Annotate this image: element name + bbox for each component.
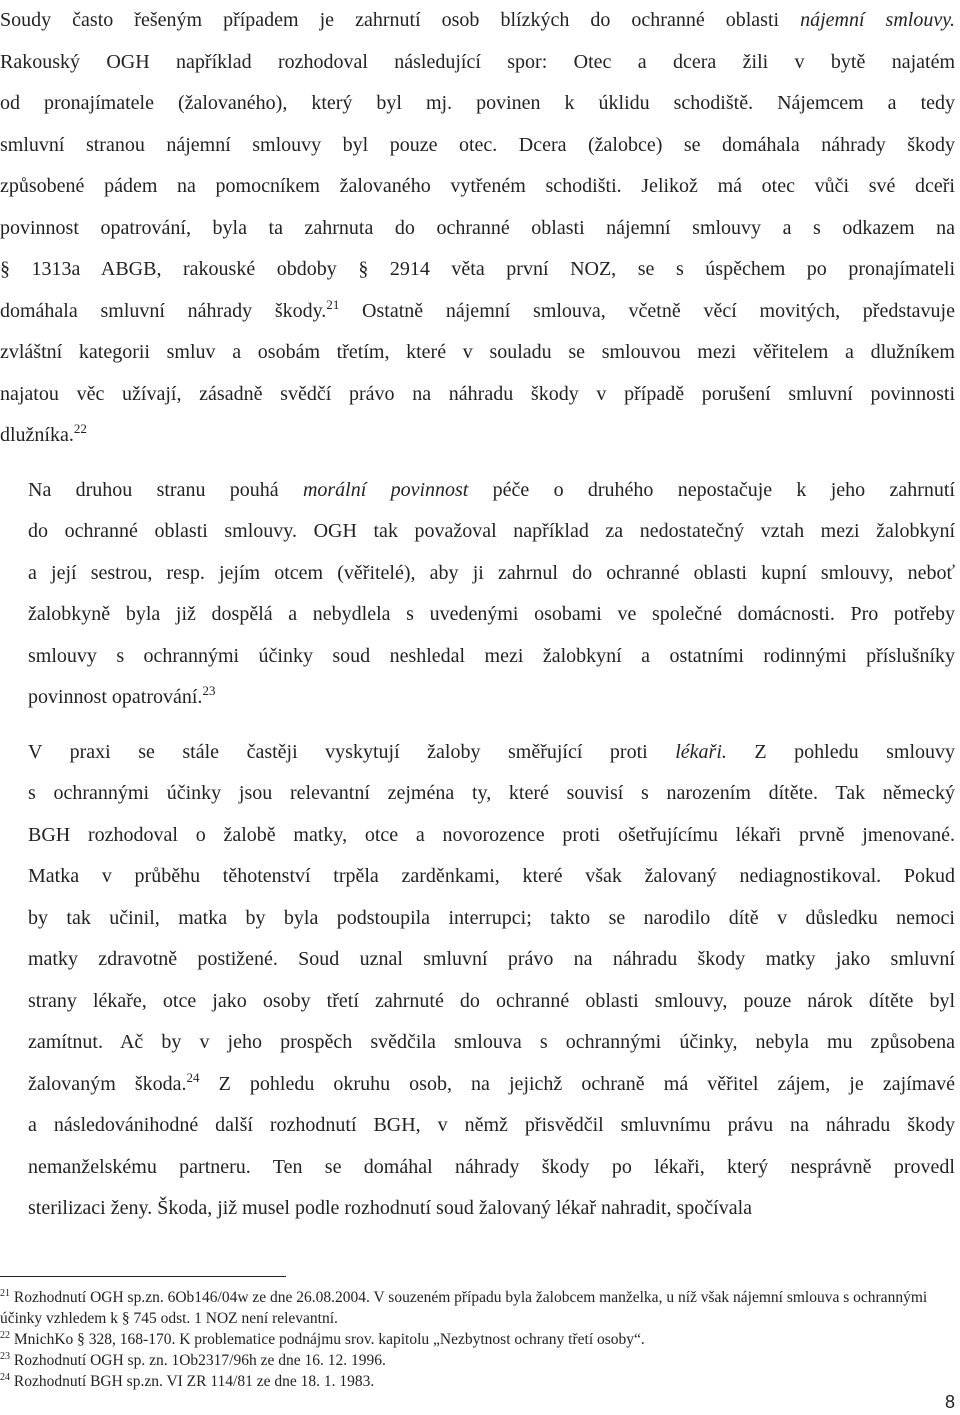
footnote-24: $^{24}$ Rozhodnutí BGH sp.zn. VI ZR 114/81 ze dne 18. 1. 1983. — [0, 1372, 375, 1390]
paragraph-physician — [0, 732, 955, 1230]
text-line: povinnost opatrování, byla ta zahrnuta do ochranné oblasti nájemní smlouvy a s odkazem na — [0, 216, 955, 239]
text-line: smlouvy s ochrannými účinky soud neshledal mezi žalobkyní a ostatními rodinnými příslušníky — [28, 644, 955, 667]
text-line: do ochranné oblasti smlouvy. OGH tak považoval například za nedostatečný vztah mezi žalobkyní — [28, 520, 955, 542]
text-line: s ochrannými účinky jsou relevantní zejména ty, které souvisí s narozením dítěte. Tak německý — [28, 782, 955, 804]
text-line: dlužníka.$^{22}$ — [0, 421, 87, 446]
text-line: žalobkyně byla již dospělá a nebydlela s uvedenými osobami ve společné domácnosti. Pro potřeby — [28, 603, 955, 625]
text-line: Matka v průběhu těhotenství trpěla zarděnkami, které však žalovaný nediagnostikoval. Pokud — [28, 865, 955, 887]
footnote-separator — [0, 1276, 286, 1277]
text-line: domáhala smluvní náhrady škody.$^{21}$ Ostatně nájemní smlouva, včetně věcí movitých, představuje — [0, 296, 955, 322]
footnote-23: $^{23}$ Rozhodnutí OGH sp. zn. 1Ob2317/96h ze dne 16. 12. 1996. — [0, 1351, 386, 1369]
footnote-ref[interactable]: 22 — [73, 421, 87, 436]
text-line: Soudy často řešeným případem je zahrnutí osob blízkých do ochranné oblasti nájemní smlouvy. — [0, 9, 955, 31]
text-line: a její sestrou, resp. jejím otcem (věřitelé), aby ji zahrnul do ochranné oblasti kupní smlouvy, neboť — [28, 561, 955, 584]
text-line: Na druhou stranu pouhá morální povinnost péče o druhého nepostačuje k jeho zahrnutí — [28, 478, 955, 501]
text-line: najatou věc užívají, zásadně svědčí právo na náhradu škody v případě porušení smluvní povinnosti — [0, 382, 955, 405]
text-line: smluvní stranou nájemní smlouvy byl pouze otec. Dcera (žalobce) se domáhala náhrady škody — [0, 133, 955, 156]
emphasis: lékaři. — [675, 740, 727, 763]
page-number: 8 — [944, 1392, 955, 1412]
footnote-ref[interactable]: 23 — [202, 683, 216, 698]
text-line: strany lékaře, otce jako osoby třetí zahrnuté do ochranné oblasti smlouvy, pouze nárok dítěte byl — [28, 989, 955, 1012]
footnotes — [0, 1287, 955, 1392]
text-line: povinnost opatrování.$^{23}$ — [28, 683, 216, 708]
text-line: žalovaným škoda.$^{24}$ Z pohledu okruhu osob, na jejichž ochraně má věřitel zájem, je zajímavé — [28, 1069, 956, 1095]
footnote-ref[interactable]: 24 — [186, 1069, 200, 1085]
emphasis: nájemní smlouvy. — [800, 9, 955, 31]
text-line: BGH rozhodoval o žalobě matky, otce a novorozence proti ošetřujícímu lékaři prvně jmenované. — [28, 823, 955, 846]
text-line: zamítnut. Ač by v jeho prospěch svědčila smlouva s ochrannými účinky, nebyla mu způsobena — [28, 1031, 955, 1053]
text-line: od pronajímatele (žalovaného), který byl mj. povinen k úklidu schodiště. Nájemcem a tedy — [0, 92, 955, 114]
text-line: by tak učinil, matka by byla podstoupila interrupci; takto se narodilo dítě v důsledku nemoci — [28, 906, 955, 929]
text-line: zvláštní kategorii smluv a osobám třetím, které v souladu se smlouvou mezi věřitelem a dlužníkem — [0, 341, 955, 363]
paragraph-moral-duty — [0, 470, 955, 719]
paragraph-tenancy — [0, 0, 955, 457]
text-line: V praxi se stále častěji vyskytují žaloby směřující proti lékaři. Z pohledu smlouvy — [28, 740, 956, 763]
text-line: způsobené pádem na pomocníkem žalovaného vytřeném schodišti. Jelikož má otec vůči své dceři — [0, 175, 955, 197]
text-line: a následovánіhodné další rozhodnutí BGH, v němž přisvědčil smluvnímu právu na náhradu škody — [28, 1114, 955, 1136]
emphasis: morální povinnost — [302, 478, 469, 501]
footnote-22: $^{22}$ MnichKo § 328, 168-170. K problematice podnájmu srov. kapitolu „Nezbytnost ochrany třetí osoby“. — [0, 1330, 645, 1348]
footnote-21: $^{21}$ Rozhodnutí OGH sp.zn. 6Ob146/04w ze dne 26.08.2004. V souzeném případu byla žalobcem manželka, u níž však nájemní smlouva s ochrannými účinky vzhledem k § 745 odst. 1 NOZ není relevantní. — [0, 1288, 928, 1327]
text-line: sterilizaci ženy. Škoda, již musel podle rozhodnutí soud žalovaný lékař nahradit, spočívala — [28, 1197, 753, 1219]
footnote-ref[interactable]: 21 — [326, 296, 340, 312]
text-line: § 1313a ABGB, rakouské obdoby § 2914 věta první NOZ, se s úspěchem po pronajímateli — [0, 258, 955, 280]
text-line: matky zdravotně postižené. Soud uznal smluvní právo na náhradu škody matky jako smluvní — [28, 948, 955, 970]
text-line: nemanželskému partneru. Ten se domáhal náhrady škody po lékaři, který nesprávně provedl — [28, 1155, 955, 1178]
text-line: Rakouský OGH například rozhodoval následující spor: Otec a dcera žili v bytě najatém — [0, 50, 955, 73]
